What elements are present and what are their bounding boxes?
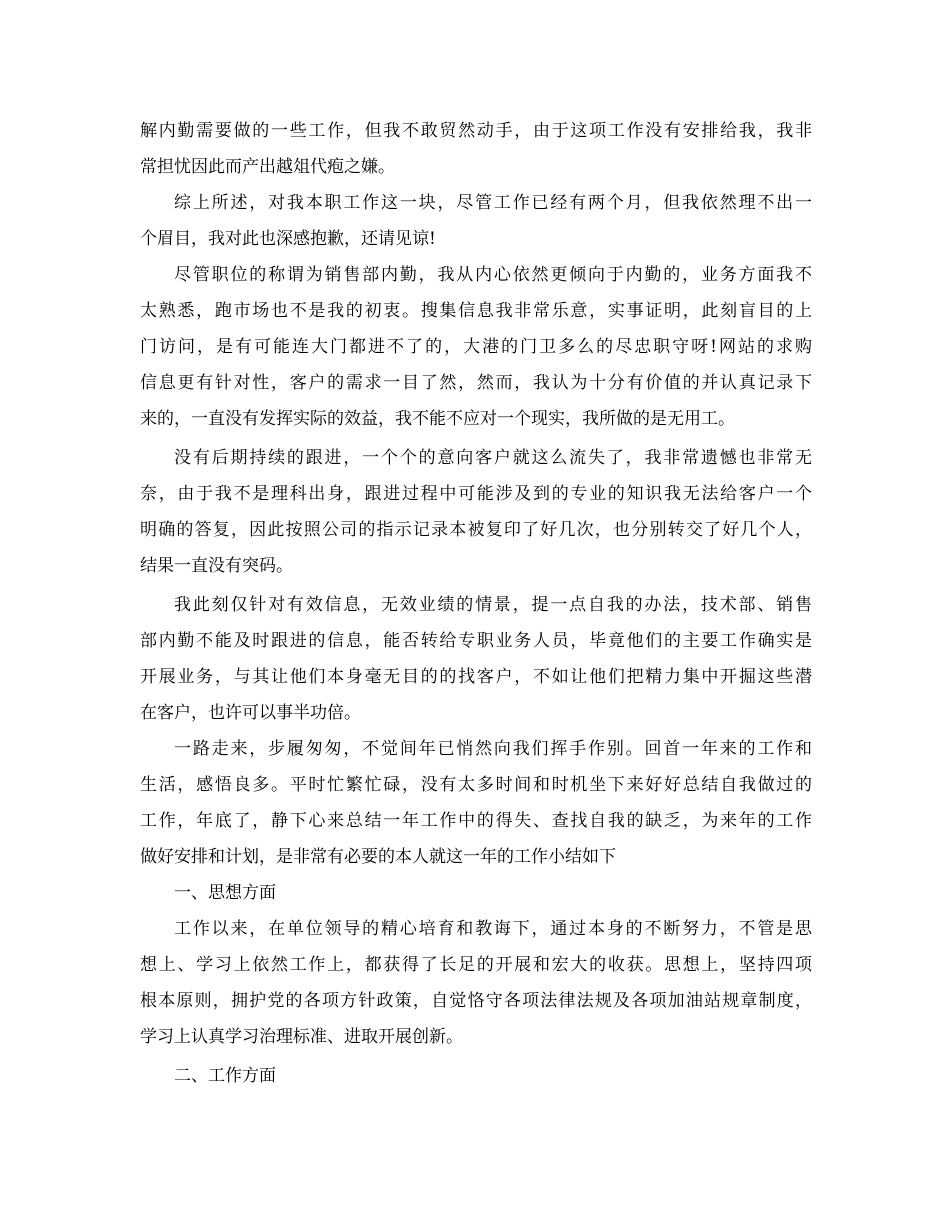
text-line: 综上所述，对我本职工作这一块，尽管工作已经有两个月，但我依然理不出一 — [174, 193, 812, 213]
text-line: 明确的答复，因此按照公司的指示记录本被复印了好几次，也分别转交了好几个人， — [140, 520, 812, 540]
paragraph-4 — [140, 440, 812, 584]
paragraph-1 — [140, 113, 812, 185]
text-line: 工作以来，在单位领导的精心培育和教诲下，通过本身的不断努力，不管是思 — [174, 919, 812, 939]
paragraph-2 — [140, 185, 812, 257]
text-line: 生活，感悟良多。平时忙繁忙碌，没有太多时间和时机坐下来好好总结自我做过的 — [140, 775, 812, 795]
document-body — [140, 113, 812, 1094]
text-line: 我此刻仅针对有效信息，无效业绩的情景，提一点自我的办法，技术部、销售 — [174, 595, 812, 615]
text-line: 一路走来，步履匆匆，不觉间年已悄然向我们挥手作别。回首一年来的工作和 — [174, 739, 812, 759]
text-line: 解内勤需要做的一些工作，但我不敢贸然动手，由于这项工作没有安排给我，我非 — [140, 121, 812, 141]
text-line: 在客户，也许可以事半功倍。 — [140, 703, 361, 723]
paragraph-7 — [140, 911, 812, 1055]
paragraph-3 — [140, 257, 812, 437]
section-heading-thought — [140, 875, 812, 911]
text-line: 学习上认真学习治理标准、进取开展创新。 — [140, 1027, 463, 1047]
text-line: 尽管职位的称谓为销售部内勤，我从内心依然更倾向于内勤的，业务方面我不 — [174, 265, 812, 285]
text-line: 奈，由于我不是理科出身，跟进过程中可能涉及到的专业的知识我无法给客户一个 — [140, 484, 812, 504]
text-line: 没有后期持续的跟进，一个个的意向客户就这么流失了，我非常遗憾也非常无 — [174, 448, 812, 468]
paragraph-5 — [140, 587, 812, 731]
text-line: 开展业务，与其让他们本身毫无目的的找客户，不如让他们把精力集中开掘这些潜 — [140, 667, 812, 687]
text-line: 信息更有针对性，客户的需求一目了然，然而，我认为十分有价值的并认真记录下 — [140, 373, 812, 393]
text-line: 结果一直没有突码。 — [140, 556, 293, 576]
text-line: 来的，一直没有发挥实际的效益，我不能不应对一个现实，我所做的是无用工。 — [140, 409, 735, 429]
paragraph-6 — [140, 731, 812, 875]
section-heading-work — [140, 1058, 812, 1094]
section-heading: 二、工作方面 — [174, 1066, 276, 1086]
text-line: 门访问，是有可能连大门都进不了的，大港的门卫多么的尽忠职守呀!网站的求购 — [140, 337, 812, 357]
text-line: 部内勤不能及时跟进的信息，能否转给专职业务人员，毕竟他们的主要工作确实是 — [140, 631, 812, 651]
text-line: 常担忧因此而产出越俎代疱之嫌。 — [140, 157, 395, 177]
text-line: 根本原则，拥护党的各项方针政策，自觉恪守各项法律法规及各项加油站规章制度， — [140, 991, 812, 1011]
text-line: 太熟悉，跑市场也不是我的初衷。搜集信息我非常乐意，实事证明，此刻盲目的上 — [140, 301, 812, 321]
text-line: 想上、学习上依然工作上，都获得了长足的开展和宏大的收获。思想上，坚持四项 — [140, 955, 812, 975]
text-line: 做好安排和计划，是非常有必要的本人就这一年的工作小结如下 — [140, 847, 616, 867]
text-line: 工作，年底了，静下心来总结一年工作中的得失、查找自我的缺乏，为来年的工作 — [140, 811, 812, 831]
section-heading: 一、思想方面 — [174, 883, 276, 903]
text-line: 个眉目，我对此也深感抱歉，还请见谅! — [140, 229, 436, 249]
